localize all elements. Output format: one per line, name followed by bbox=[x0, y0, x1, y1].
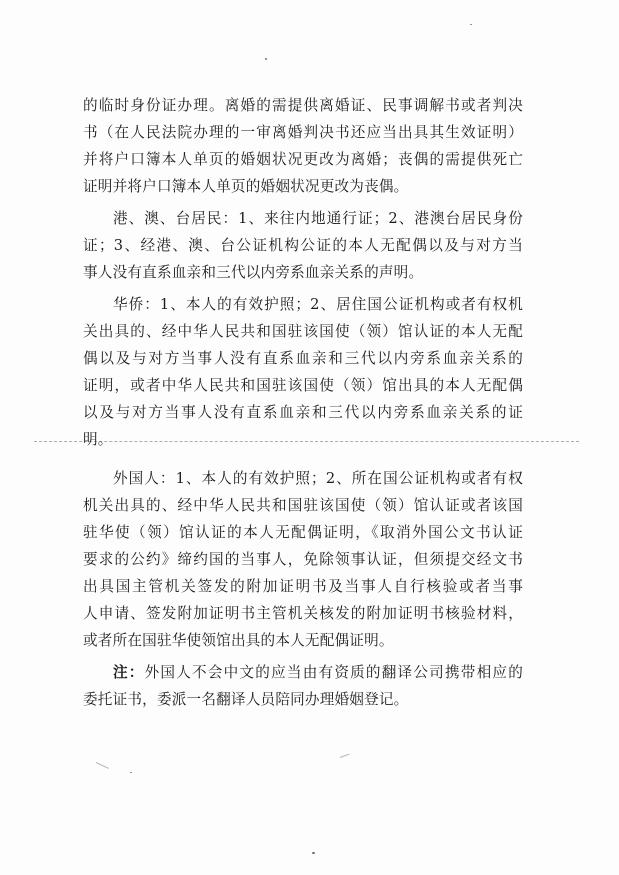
text-line: 港、澳、台居民：1、来往内地通行证；2、港澳台居民身份 bbox=[113, 210, 523, 227]
scan-speck bbox=[265, 58, 267, 60]
note-label: 注： bbox=[113, 664, 145, 681]
text-line: 外国人：1、本人的有效护照；2、所在国公证机构或者有权 bbox=[113, 470, 523, 487]
text-line: 事人没有直系血亲和三代以内旁系血亲关系的声明。 bbox=[83, 264, 424, 281]
text-line: 关出具的、经中华人民共和国驻该国使（领）馆认证的本人无配 bbox=[83, 323, 523, 340]
text-line: 人申请、签发附加证明书主管机关核发的附加证明书核验材料， bbox=[83, 605, 523, 622]
text-line: 机关出具的、经中华人民共和国驻该国使（领）馆认证或者该国 bbox=[83, 497, 523, 514]
scan-mark bbox=[96, 762, 109, 769]
text-line: 偶以及与对方当事人没有直系血亲和三代以内旁系血亲关系的 bbox=[83, 350, 523, 367]
overseas-chinese-paragraph bbox=[83, 291, 523, 453]
text-line: 或者所在国驻华使领馆出具的本人无配偶证明。 bbox=[83, 632, 394, 649]
note-line: 委托证书，委派一名翻译人员陪同办理婚姻登记。 bbox=[83, 691, 409, 708]
text-line: 出具国主管机关签发的附加证明书及当事人自行核验或者当事 bbox=[83, 578, 523, 595]
text-line: 的临时身份证办理。离婚的需提供离婚证、民事调解书或者判决 bbox=[83, 97, 523, 114]
text-line: 要求的公约》缔约国的当事人，免除领事认证，但须提交经文书 bbox=[83, 551, 523, 568]
document-body bbox=[83, 92, 523, 713]
foreigner-paragraph bbox=[83, 465, 523, 654]
text-line: 以及与对方当事人没有直系血亲和三代以内旁系血亲关系的证 bbox=[83, 404, 523, 421]
text-line: 书（在人民法院办理的一审离婚判决书还应当出具其生效证明） bbox=[83, 124, 523, 141]
hk-macao-taiwan-paragraph bbox=[83, 205, 523, 286]
note-paragraph bbox=[83, 659, 523, 713]
text-line: 并将户口簿本人单页的婚姻状况更改为离婚；丧偶的需提供死亡 bbox=[83, 151, 523, 168]
note-text: 外国人不会中文的应当由有资质的翻译公司携带相应的 bbox=[144, 664, 523, 681]
scan-speck bbox=[312, 852, 315, 854]
text-line: 证明并将户口簿本人单页的婚姻状况更改为丧偶。 bbox=[83, 178, 409, 195]
text-line: 明。 bbox=[83, 431, 113, 448]
text-line: 证明，或者中华人民共和国驻该国使（领）馆出具的本人无配偶 bbox=[83, 377, 523, 394]
note-line bbox=[83, 659, 523, 686]
divorce-widowed-paragraph bbox=[83, 92, 523, 200]
text-line: 驻华使（领）馆认证的本人无配偶证明，《取消外国公文书认证 bbox=[83, 524, 523, 541]
scan-mark bbox=[340, 754, 350, 758]
scan-speck bbox=[470, 24, 472, 25]
scan-speck bbox=[130, 772, 132, 773]
text-line: 证；3、经港、澳、台公证机构公证的本人无配偶以及与对方当 bbox=[83, 237, 523, 254]
text-line: 华侨：1、本人的有效护照；2、居住国公证机构或者有权机 bbox=[113, 296, 523, 313]
